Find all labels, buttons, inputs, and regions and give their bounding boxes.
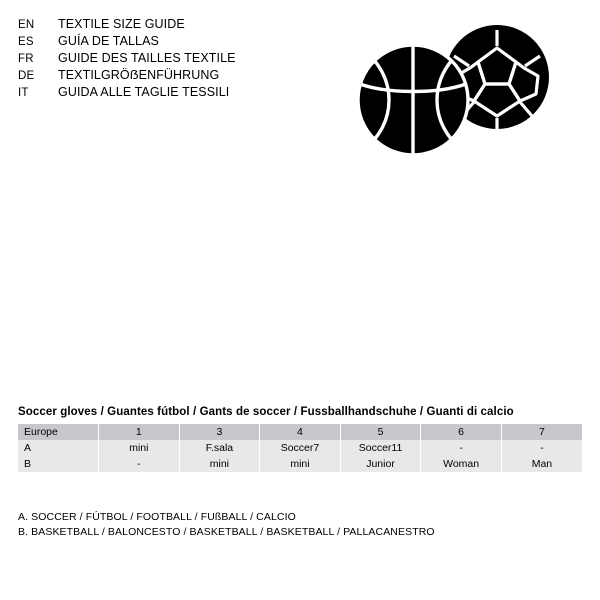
- basketball-icon: [358, 45, 468, 155]
- header-cell-5: 5: [340, 424, 421, 440]
- cell-b-3: mini: [179, 456, 260, 472]
- header-cell-6: 6: [421, 424, 502, 440]
- header-cell-4: 4: [260, 424, 341, 440]
- language-row-de: [18, 67, 318, 84]
- cell-a-6: -: [421, 440, 502, 456]
- language-row-en: [18, 16, 318, 33]
- header-cell-3: 3: [179, 424, 260, 440]
- language-code-en: EN: [18, 19, 35, 31]
- language-text-es: GUÍA DE TALLAS: [58, 34, 159, 48]
- table-row: [18, 456, 582, 472]
- table-header-row: [18, 424, 582, 440]
- row-label-b: B: [18, 456, 99, 472]
- table-row: [18, 440, 582, 456]
- header-cell-1: 1: [99, 424, 180, 440]
- cell-b-5: Junior: [340, 456, 421, 472]
- balls-illustration: [350, 22, 565, 167]
- cell-b-6: Woman: [421, 456, 502, 472]
- size-table-section: [18, 406, 582, 472]
- language-text-de: TEXTILGRÖẞENFÜHRUNG: [58, 68, 220, 82]
- cell-a-4: Soccer7: [260, 440, 341, 456]
- footnote-b: B. BASKETBALL / BALONCESTO / BASKETBALL / BASKETBALL / PALLACANESTRO: [18, 526, 435, 538]
- language-row-it: [18, 84, 318, 101]
- header-cell-7: 7: [501, 424, 582, 440]
- cell-a-5: Soccer11: [340, 440, 421, 456]
- language-code-fr: FR: [18, 53, 34, 65]
- size-table-title: Soccer gloves / Guantes fútbol / Gants de soccer / Fussballhandschuhe / Guanti di calcio: [18, 406, 514, 418]
- cell-a-3: F.sala: [179, 440, 260, 456]
- cell-b-7: Man: [501, 456, 582, 472]
- cell-b-1: -: [99, 456, 180, 472]
- footnote-list: [18, 510, 578, 540]
- header-cell-europe: Europe: [18, 424, 99, 440]
- row-label-a: A: [18, 440, 99, 456]
- footnote-a: A. SOCCER / FÚTBOL / FOOTBALL / FUßBALL / CALCIO: [18, 511, 296, 523]
- cell-a-7: -: [501, 440, 582, 456]
- language-title-list: [18, 16, 318, 101]
- size-table: [18, 424, 582, 472]
- cell-a-1: mini: [99, 440, 180, 456]
- language-text-it: GUIDA ALLE TAGLIE TESSILI: [58, 85, 230, 99]
- cell-b-4: mini: [260, 456, 341, 472]
- language-code-es: ES: [18, 36, 34, 48]
- language-code-it: IT: [18, 87, 29, 99]
- language-text-fr: GUIDE DES TAILLES TEXTILE: [58, 51, 236, 65]
- language-code-de: DE: [18, 70, 35, 82]
- language-text-en: TEXTILE SIZE GUIDE: [58, 17, 185, 31]
- language-row-fr: [18, 50, 318, 67]
- language-row-es: [18, 33, 318, 50]
